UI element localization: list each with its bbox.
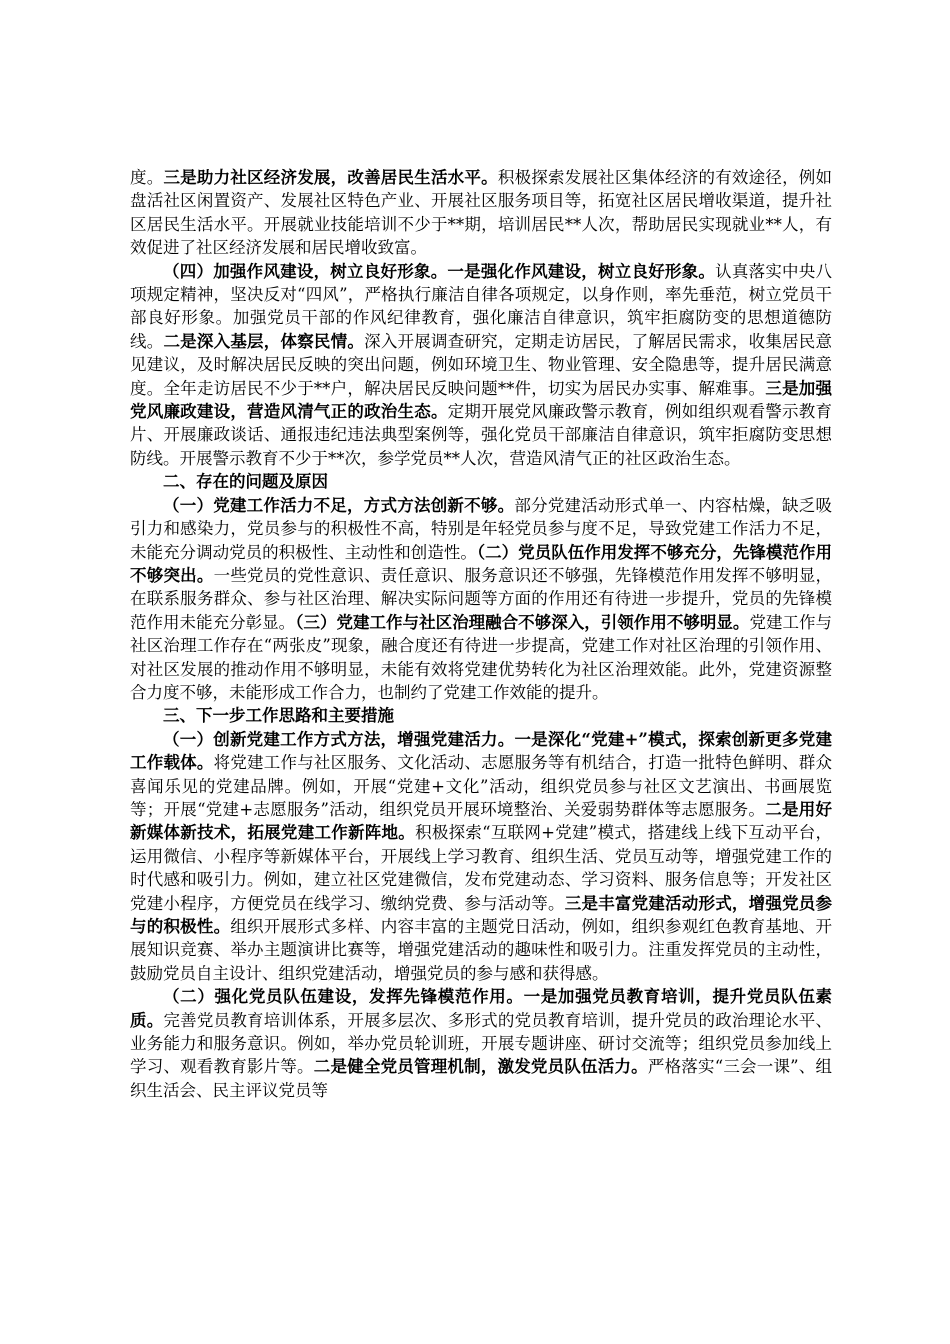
bold-run: （三）党建工作与社区治理融合不够深入，引领作用不够明显。 [295,612,750,632]
bold-run: 二是健全党员管理机制，激发党员队伍活力。 [313,1057,648,1077]
paragraph-problems [130,494,832,705]
text-run: 部分党建活动形式单一、内容枯燥，缺乏吸引力和感染力，党员参与的积极性不高，特别是年轻党员参与度不足，导致党建工作活力不足，未能充分调动党员的积极性、主动性和创造性。 [130,495,833,562]
text-run: 认真落实中央八项规定精神，坚决反对“四风”，严格执行廉洁自律各项规定，以身作则，率先垂范，树立党员干部良好形象。加强党员干部的作风纪律教育，强化廉洁自律意识，筑牢拒腐防变的思想道德防线。 [130,261,833,351]
paragraph-work-style [130,260,832,471]
paragraph-economy [130,166,832,260]
text-run: 将党建工作与社区服务、文化活动、志愿服务等有机结合，打造一批特色鲜明、群众喜闻乐见的党建品牌。例如，开展“党建+文化”活动，组织党员参与社区文艺演出、书画展览等；开展“党建+志愿服务”活动，组织党员开展环境整治、关爱弱势群体等志愿服务。 [130,753,833,819]
bold-run: （四）加强作风建设，树立良好形象。一是强化作风建设，树立良好形象。 [163,261,716,281]
text-run: 深入开展调查研究，定期走访居民，了解居民需求，收集居民意见建议，及时解决居民反映的突出问题，例如环境卫生、物业管理、安全隐患等，提升居民满意度。全年走访居民不少于**户，解决居民反映问题**件，切实为居民办实事、解难事。 [130,331,833,398]
document-page [130,166,832,1102]
bold-run: 二是用好新媒体新技术，拓展党建工作新阵地。 [130,799,832,843]
text-run: 度。 [130,168,164,187]
bold-run: 三是丰富党建活动形式，增强党员参与的积极性。 [130,893,833,936]
text-run: 完善党员教育培训体系，开展多层次、多形式的党员教育培训，提升党员的政治理论水平、业务能力和服务意识。例如，举办党员轮训班，开展专题讲座、研讨交流等；组织党员参加线上学习、观看教育影片等。 [130,1010,833,1077]
section-heading-problems: 二、存在的问题及原因 [163,472,328,492]
text-run: 一些党员的党性意识、责任意识、服务意识还不够强，先锋模范作用发挥不够明显，在联系服务群众、参与社区治理、解决实际问题等方面的作用还有待进一步提升，党员的先锋模范作用未能充分彰显。 [130,565,833,632]
bold-run: 三是助力社区经济发展，改善居民生活水平。 [163,168,498,187]
bold-run: （一）创新党建工作方式方法，增强党建活力。一是深化“党建+”模式，探索创新更多党建工作载体。 [130,729,832,773]
text-run: 严格落实“三会一课”、组织生活会、民主评议党员等 [130,1057,833,1100]
bold-run: （二）强化党员队伍建设，发挥先锋模范作用。一是加强党员教育培训，提升党员队伍素质。 [130,987,832,1030]
bold-run: （一）党建工作活力不足，方式方法创新不够。 [163,495,515,515]
text-run: 积极探索“互联网+党建”模式，搭建线上线下互动平台，运用微信、小程序等新媒体平台，开展线上学习教育、组织生活、党员互动等，增强党建工作的时代感和吸引力。例如，建立社区党建微信，发布党建动态、学习资料、服务信息等；开发社区党建小程序，方便党员在线学习、缴纳党费、参与活动等。 [130,823,832,913]
section-heading-next-steps: 三、下一步工作思路和主要措施 [163,706,394,726]
paragraph-innovation [130,728,832,985]
bold-run: 三是加强党风廉政建设，营造风清气正的政治生态。 [130,378,833,422]
paragraph-party-members [130,985,832,1102]
text-run: 组织开展形式多样、内容丰富的主题党日活动，例如，组织参观红色教育基地、开展知识竞赛、举办主题演讲比赛等，增强党建活动的趣味性和吸引力。注重发挥党员的主动性，鼓励党员自主设计、组织党建活动，增强党员的参与感和获得感。 [130,917,833,983]
text-run: 积极探索发展社区集体经济的有效途径，例如盘活社区闲置资产、发展社区特色产业、开展社区服务项目等，拓宽社区居民增收渠道，提升社区居民生活水平。开展就业技能培训不少于**期，培训居民**人次，帮助居民实现就业**人，有效促进了社区经济发展和居民增收致富。 [130,168,833,258]
text-run: 党建工作与社区治理工作存在“两张皮”现象，融合度还有待进一步提高，党建工作对社区治理的引领作用、对社区发展的推动作用不够明显，未能有效将党建优势转化为社区治理效能。此外，党建资源整合力度不够，未能形成工作合力，也制约了党建工作效能的提升。 [130,612,833,702]
bold-run: 二是深入基层，体察民情。 [163,331,365,351]
text-run: 定期开展党风廉政警示教育，例如组织观看警示教育片、开展廉政谈话、通报违纪违法典型案例等，强化党员干部廉洁自律意识，筑牢拒腐防变思想防线。开展警示教育不少于**次，参学党员**人次，营造风清气正的社区政治生态。 [130,402,833,468]
bold-run: （二）党员队伍作用发挥不够充分，先锋模范作用不够突出。 [130,542,833,585]
